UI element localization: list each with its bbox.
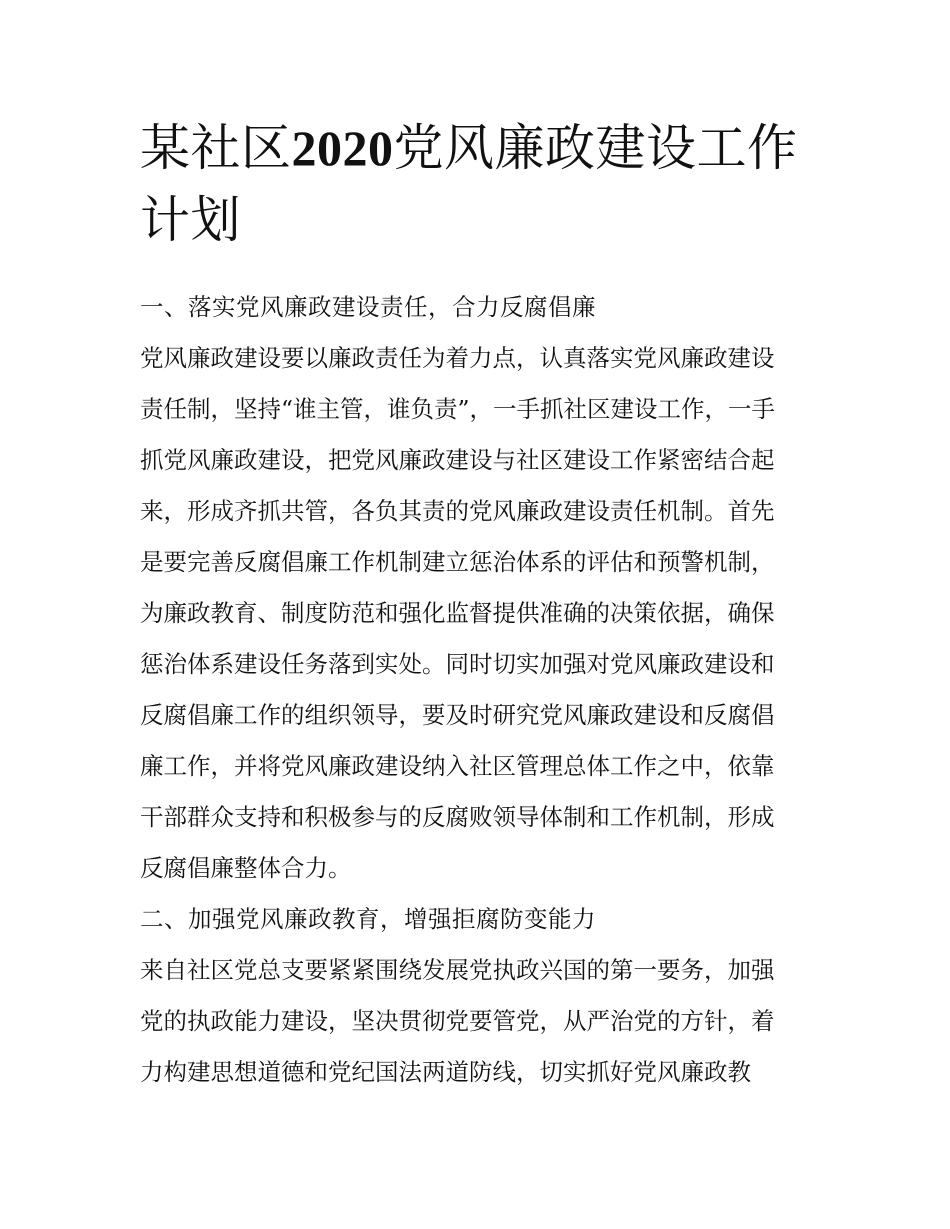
paragraph-line: 力构建思想道德和党纪国法两道防线，切实抓好党风廉政教 [140, 1058, 751, 1086]
paragraph-line: 抓党风廉政建设，把党风廉政建设与社区建设工作紧密结合起 [140, 446, 775, 474]
title-text-line2: 计划 [140, 191, 241, 249]
section-heading-2: 二、加强党风廉政教育，增强拒腐防变能力 [140, 905, 596, 933]
paragraph-line: 反腐倡廉工作的组织领导，要及时研究党风廉政建设和反腐倡 [140, 701, 775, 729]
paragraph-line: 来自社区党总支要紧紧围绕发展党执政兴国的第一要务，加强 [140, 956, 775, 984]
paragraph-line: 反腐倡廉整体合力。 [140, 854, 352, 882]
paragraph-line: 来，形成齐抓共管，各负其责的党风廉政建设责任机制。首先 [140, 497, 775, 525]
paragraph-line: 干部群众支持和积极参与的反腐败领导体制和工作机制，形成 [140, 803, 775, 831]
paragraph-line: 惩治体系建设任务落到实处。同时切实加强对党风廉政建设和 [140, 650, 775, 678]
document-body [140, 282, 820, 1098]
title-text-part1: 某社区 [140, 119, 292, 177]
paragraph-line: 廉工作，并将党风廉政建设纳入社区管理总体工作之中，依靠 [140, 752, 775, 780]
paragraph-line: 党风廉政建设要以廉政责任为着力点，认真落实党风廉政建设 [140, 344, 775, 372]
title-year: 2020 [291, 120, 394, 176]
paragraph-line: 党的执政能力建设，坚决贯彻党要管党，从严治党的方针，着 [140, 1007, 775, 1035]
paragraph-line: 责任制，坚持“谁主管，谁负责”，一手抓社区建设工作，一手 [140, 395, 776, 423]
section-heading-1: 一、落实党风廉政建设责任，合力反腐倡廉 [140, 293, 596, 321]
paragraph-line: 为廉政教育、制度防范和强化监督提供准确的决策依据，确保 [140, 599, 775, 627]
title-text-part2: 党风廉政建设工作 [393, 119, 798, 177]
paragraph-line: 是要完善反腐倡廉工作机制建立惩治体系的评估和预警机制， [140, 548, 775, 576]
page-title [140, 112, 830, 256]
